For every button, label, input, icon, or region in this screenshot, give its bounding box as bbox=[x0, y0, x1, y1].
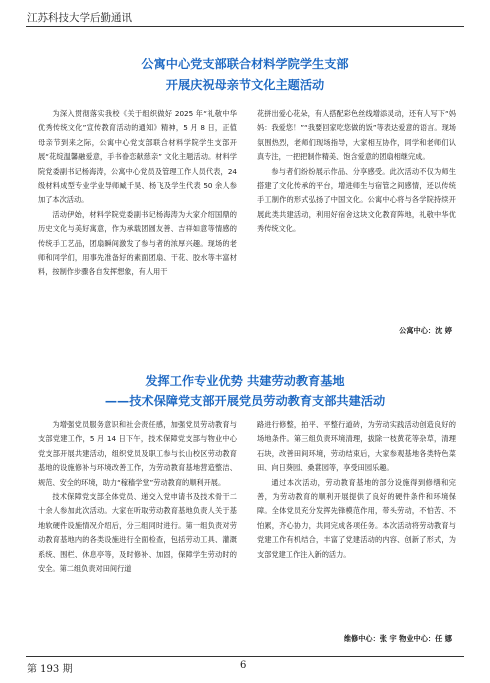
article2-right-column bbox=[257, 418, 456, 562]
article2-paragraph: 路进行修整，拍平、平整行道砖，为劳动实践活动创造良好的场地条件。第三组负责环境清理，拔除一枝黄花等杂草，清理石块，改善田间环境，劳动结束后，大家参观基地各类特色菜田、向日葵园、桑葚园等，享受田园乐趣。 bbox=[257, 420, 456, 473]
article2-subtitle: ——技术保障党支部开展党员劳动教育支部共建活动 bbox=[104, 394, 386, 408]
article1-paragraph: 为深入贯彻落实我校《关于组织做好 2025 年“礼敬中华优秀传统文化”宣传教育活动的通知》精神，5 月 8 日，正值母亲节到来之际，公寓中心党支部联合材料学院学生支部开展“花绽温馨融爱意，手书眷恋献慈亲” 文化主题活动。材料学院党委副书记杨海涛，公寓中心党员及管理工作人员代表，24 级材料成型专业学业导师臧千昊、杨飞及学生代表 50 余人参加了本次活动。 bbox=[38, 109, 237, 205]
publication-name: 江苏科技大学后勤通讯 bbox=[27, 12, 132, 24]
article1-paragraph: 活动伊始，材料学院党委副书记杨海涛为大家介绍国鼎的历史文化与美好寓意，作为承载团圆友善、吉祥如意等情感的传统手工艺品，团扇瞬间激发了参与者的浓厚兴趣。现场的老师和同学们，用事先准备好的素面团扇、干花、胶水等丰富材料，按制作步骤各自发挥想象，有人用干 bbox=[38, 209, 237, 277]
article2-paragraph: 通过本次活动，劳动教育基地的部分设施得到修缮和完善，为劳动教育的顺利开展提供了良好的硬件条件和环境保障。全体党员充分发挥先锋模范作用，带头劳动，不怕苦、不怕累，齐心协力，共同完成各项任务。本次活动将劳动教育与党建工作有机结合，丰富了党建活动的内容、创新了形式，为支部党建工作注入新的活力。 bbox=[257, 477, 456, 559]
header-rule bbox=[26, 26, 464, 27]
article1-paragraph: 参与者们纷纷展示作品、分享感受。此次活动不仅为师生搭建了文化传承的平台，增进师生与宿管之间感情，还以传统手工制作的形式弘扬了中国文化。公寓中心将与各学院持续开展此类共建活动，利用好宿舍这块文化教育阵地，礼敬中华优秀传统文化。 bbox=[257, 166, 456, 234]
page-number: 6 bbox=[240, 660, 247, 671]
article2-title: 发挥工作专业优势 共建劳动教育基地 bbox=[145, 374, 345, 388]
article1-signature: 公寓中心：沈 婷 bbox=[399, 326, 452, 335]
article1-left-column bbox=[38, 107, 237, 280]
article2-paragraph: 为增强党员服务意识和社会责任感，加强党员劳动教育与支部党建工作，5 月 14 日下午，技术保障党支部与物业中心党支部开展共建活动，组织党员及职工参与长山校区劳动教育基地的设施修补与环境改善工作，为劳动教育基地营造整洁、规范、安全的环境，助力“稼穑学堂”劳动教育的顺利开展。 bbox=[38, 420, 237, 487]
article1-paragraph: 花拼出爱心花朵，有人搭配彩色丝线增添灵动，还有人写下“妈妈：我爱您！”“我要回家吃您做的饭”等表达爱意的语言。现场氛围热烈，老师们现场指导，大家相互协作，同学和老师们认真专注，一把把制作精美、饱含爱意的团扇相继完成。 bbox=[257, 109, 456, 162]
article1-title: 公寓中心党支部联合材料学院学生支部 bbox=[141, 57, 349, 71]
article2-left-column bbox=[38, 418, 237, 576]
footer-rule bbox=[26, 656, 464, 657]
issue-number: 第 193 期 bbox=[27, 664, 73, 675]
article2-signature: 维修中心：张 宇 物业中心：任 娜 bbox=[343, 634, 452, 643]
article2-paragraph: 技术保障党支部全体党员、递交入党申请书及技术骨干二十余人参加此次活动。大家在听取劳动教育基地负责人关于基地软硬件设施情况介绍后，分三组同时进行。第一组负责对劳动教育基地内的各类设施进行全面检查，包括劳动工具、灌溉系统、围栏、休息亭等，及时修补、加固，保障学生劳动时的安全。第二组负责对田间行道 bbox=[38, 492, 237, 574]
article1-right-column bbox=[257, 107, 456, 237]
article1-subtitle: 开展庆祝母亲节文化主题活动 bbox=[165, 78, 325, 92]
